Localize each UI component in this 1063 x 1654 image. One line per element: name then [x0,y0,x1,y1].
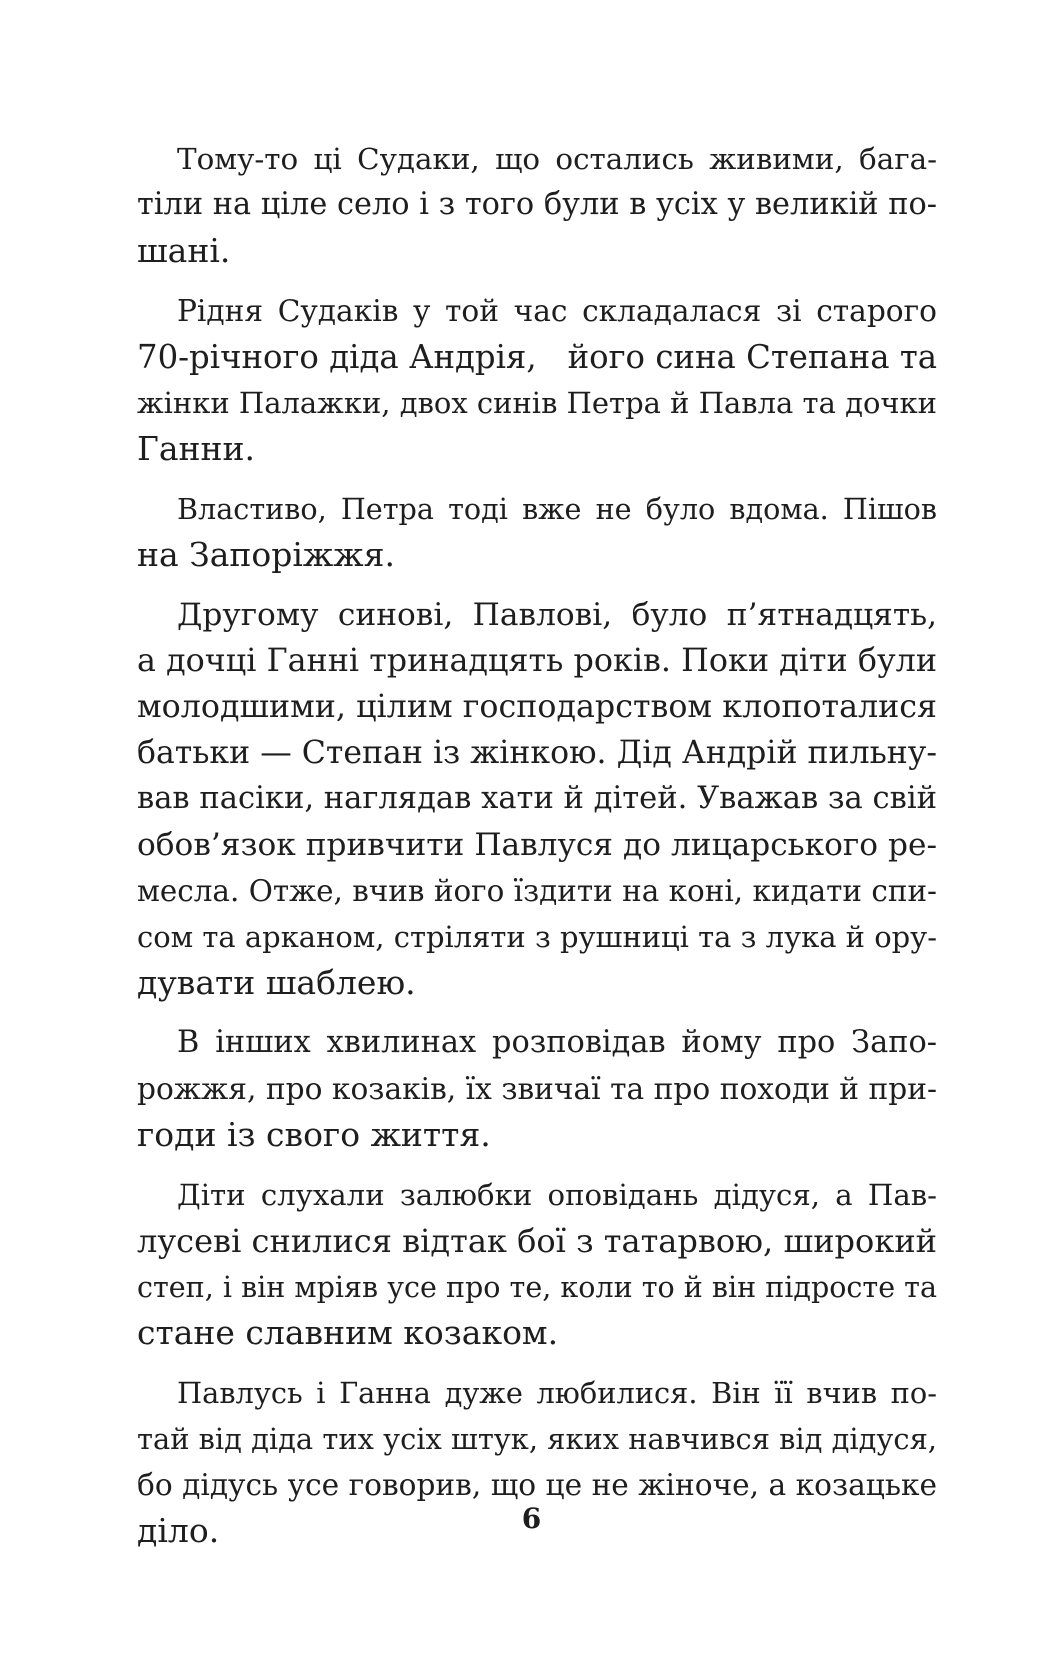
text-line: Властиво, Петра тоді вже не було вдома. Пішов [177,492,937,526]
text-line: Павлусь і Ганна дуже любилися. Він її вчив по- [177,1376,937,1410]
text-line: тіли на ціле село і з того були в усіх у великій по- [137,187,937,222]
text-line: Діти слухали залюбки оповідань дідуся, а Пав- [177,1178,937,1212]
text-line: бо дідусь усе говорив, що це не жіноче, а козацьке [137,1468,937,1502]
text-line: дувати шаблею. [137,963,416,1002]
text-line: В інших хвилинах розповідав йому про Запо- [177,1025,937,1060]
text-line: а дочці Ганні тринадцять років. Поки діти були [137,643,937,679]
text-line: тай від діда тих усіх штук, яких навчився від дідуся, [137,1422,937,1456]
paragraph [137,136,937,274]
text-line: батьки — Степан із жінкою. Дід Андрій пильну- [137,735,937,771]
text-line: стане славним козаком. [137,1313,559,1352]
text-line: степ, і він мріяв усе про те, коли то й він підросте та [137,1270,937,1304]
text-line: діло. [137,1511,220,1550]
text-line: молодшими, цілим господарством клопоталися [137,689,937,725]
text-line: на Запоріжжя. [137,535,395,574]
text-line: шані. [137,231,231,270]
page-number: 6 [521,1502,542,1535]
text-line: Ганни. [137,429,255,468]
paragraph [137,486,937,578]
text-line: месла. Отже, вчив його їздити на коні, кидати спи- [137,874,937,908]
text-line: жінки Палажки, двох синів Петра й Павла та дочки [137,386,937,420]
text-line: Тому-то ці Судаки, що остались живими, бага- [177,142,937,176]
text-line: 70-річного діда Андрія, його сина Степана та [137,338,937,376]
text-line: Другому синові, Павлові, було п’ятнадцять, [177,597,937,633]
text-line: вав пасіки, наглядав хати й дітей. Уважав за свій [137,781,937,816]
paragraph [137,288,937,472]
text-line: сом та арканом, стріляти з рушниці та з лука й ору- [137,920,937,954]
paragraph [137,1172,937,1356]
text-line: годи із свого життя. [137,1115,491,1154]
text-line: Рідня Судаків у той час складалася зі старого [177,293,937,328]
text-line: лусеві снилися відтак бої з татарвою, широкий [137,1222,937,1260]
body-text [137,136,937,1568]
text-line: рожжя, про козаків, їх звичаї та про походи й при- [137,1071,937,1106]
paragraph [137,1020,937,1158]
text-line: обов’язок привчити Павлуся до лицарського ре- [137,827,937,863]
paragraph [137,592,937,1006]
